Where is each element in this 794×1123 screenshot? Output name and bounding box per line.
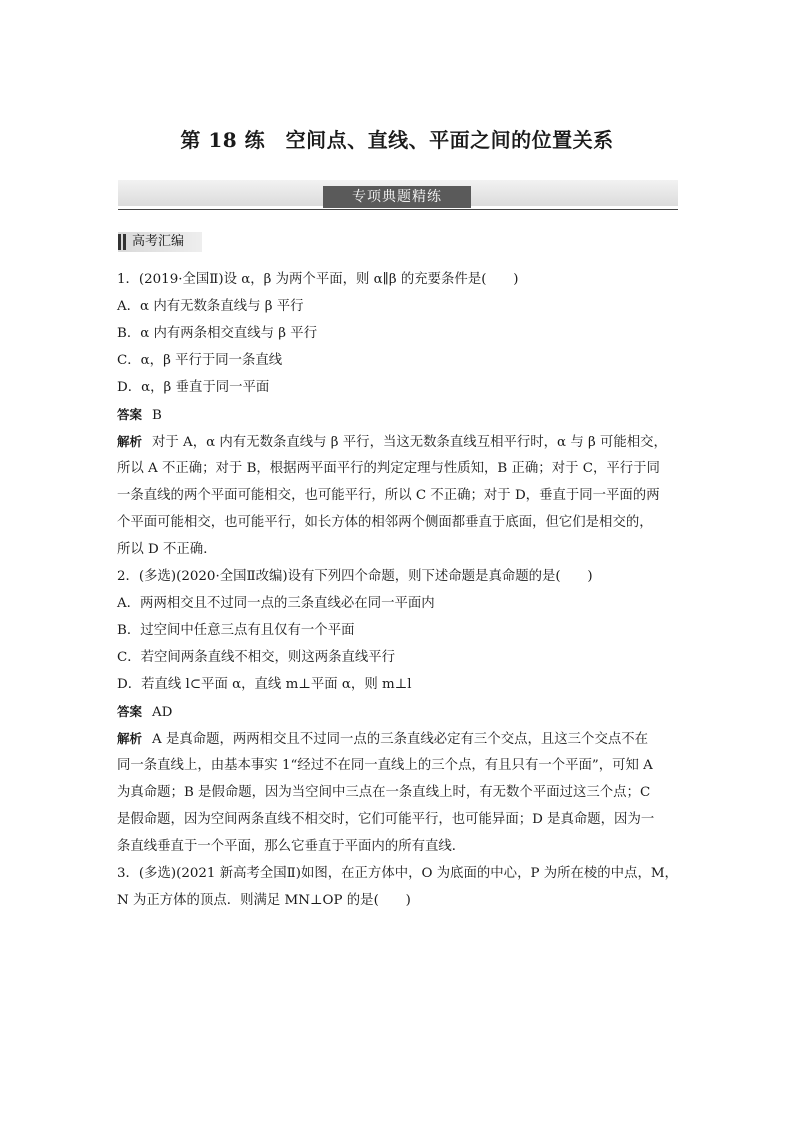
q1-stem: 1．(2019·全国Ⅱ)设 α，β 为两个平面，则 α∥β 的充要条件是( ) [117, 272, 519, 287]
q1-option-d: D．α，β 垂直于同一平面 [117, 380, 270, 395]
q2-option-c: C．若空间两条直线不相交，则这两条直线平行 [117, 650, 396, 665]
q2-analysis-line: 是假命题，因为空间两条直线不相交时，它们可能平行，也可能异面；D 是真命题，因为一 [117, 812, 655, 827]
q1-answer-row [117, 401, 679, 428]
analysis-label: 解析 [117, 731, 143, 746]
q3-stem-line: 3．(多选)(2021 新高考全国Ⅱ)如图，在正方体中，O 为底面的中心，P 为所在棱的中点，M， [117, 866, 678, 881]
q2-option-a: A．两两相交且不过同一点的三条直线必在同一平面内 [117, 596, 435, 611]
q1-analysis-line: 一条直线的两个平面可能相交，也可能平行，所以 C 不正确；对于 D，垂直于同一平面的两 [117, 488, 660, 503]
q1-option-a: A．α 内有无数条直线与 β 平行 [117, 299, 304, 314]
q1-answer: B [152, 408, 162, 423]
q2-analysis-line: 为真命题；B 是假命题，因为当空间中三点在一条直线上时，有无数个平面过这三个点；C [117, 785, 651, 800]
q2-option-b: B．过空间中任意三点有且仅有一个平面 [117, 623, 355, 638]
q1-option-b: B．α 内有两条相交直线与 β 平行 [117, 326, 318, 341]
q2-analysis-line: A 是真命题，两两相交且不过同一点的三条直线必定有三个交点，且这三个交点不在 [152, 732, 649, 747]
q1-option-c: C．α，β 平行于同一条直线 [117, 353, 283, 368]
answer-label: 答案 [117, 407, 143, 422]
q2-stem: 2．(多选)(2020·全国Ⅱ改编)设有下列四个命题，则下述命题是真命题的是( ) [117, 569, 593, 584]
question-content [117, 266, 679, 914]
q1-analysis-row [117, 428, 679, 455]
q2-analysis-line: 同一条直线上，由基本事实 1“经过不在同一直线上的三个点，有且只有一个平面”，可知 A [117, 758, 653, 773]
banner-divider [118, 209, 678, 210]
section-banner: 专项典题精练 [323, 186, 471, 208]
q2-option-d: D．若直线 l⊂平面 α，直线 m⊥平面 α，则 m⊥l [117, 677, 412, 692]
q1-analysis-line: 对于 A，α 内有无数条直线与 β 平行，当这无数条直线互相平行时，α 与 β 可能相交， [152, 435, 667, 450]
bars-icon [118, 232, 128, 252]
q1-analysis-line: 所以 A 不正确；对于 B，根据两平面平行的判定定理与性质知，B 正确；对于 C，平行于同 [117, 461, 660, 476]
q1-analysis-line: 个平面可能相交，也可能平行，如长方体的相邻两个侧面都垂直于底面，但它们是相交的， [117, 515, 653, 530]
q1-analysis-line: 所以 D 不正确． [117, 542, 217, 557]
q2-answer-row [117, 698, 679, 725]
q2-analysis-line: 条直线垂直于一个平面，那么它垂直于平面内的所有直线． [117, 839, 466, 854]
section-tag [118, 232, 202, 252]
analysis-label: 解析 [117, 434, 143, 449]
page-title: 第 18 练 空间点、直线、平面之间的位置关系 [180, 128, 614, 152]
answer-label: 答案 [117, 704, 143, 719]
q2-answer: AD [152, 705, 173, 720]
section-tag-label: 高考汇编 [132, 234, 185, 249]
q3-stem-line: N 为正方体的顶点．则满足 MN⊥OP 的是( ) [117, 893, 411, 908]
q2-analysis-row [117, 725, 679, 752]
